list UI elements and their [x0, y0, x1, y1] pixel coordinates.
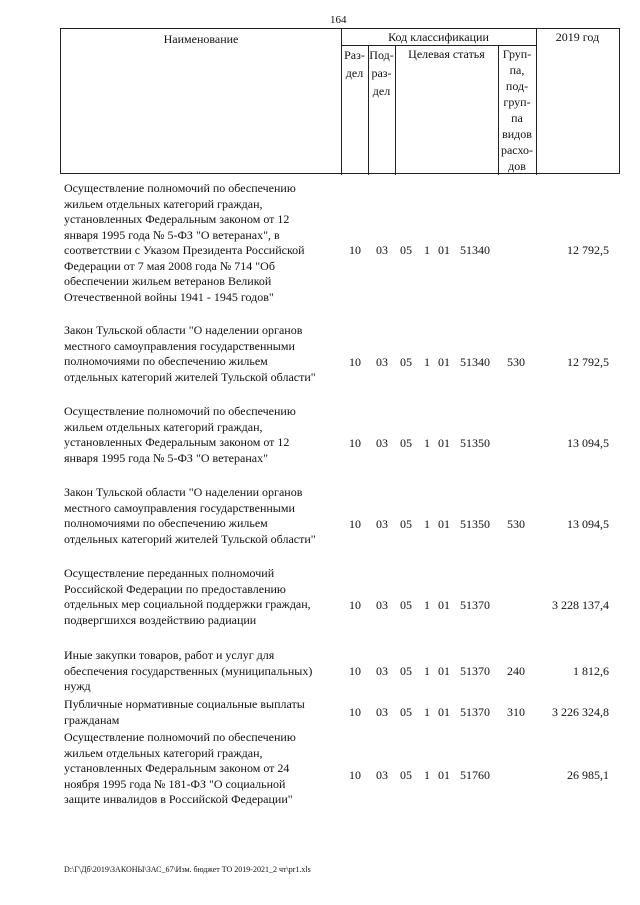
- table-row: [0, 323, 640, 388]
- row-name: Осуществление полномочий по обеспечению жильем отдельных категорий граждан, установленных Федеральным законом от 12 января 1995 года № 5-ФЗ "О ветеранах", в соответствии с Указом Президента Российской Федерации от 7 мая 2008 года № 714 "Об обеспечении жильем ветеранов Великой Отечественной войны 1941 - 1945 годов": [64, 181, 305, 304]
- cell-amount: 13 094,5: [567, 436, 609, 450]
- row-name: Осуществление переданных полномочий Российской Федерации по предоставлению отдельных мер социальной поддержки граждан, подвергшихся воздействию радиации: [64, 566, 311, 627]
- cell-target-4: 51340: [460, 243, 490, 257]
- cell-target-2: 1: [424, 705, 430, 719]
- cell-podrazdel: 03: [376, 768, 388, 782]
- cell-target-2: 1: [424, 598, 430, 612]
- cell-podrazdel: 03: [376, 243, 388, 257]
- cell-razdel: 10: [349, 664, 361, 678]
- table-row: [0, 181, 640, 306]
- cell-razdel: 10: [349, 517, 361, 531]
- cell-razdel: 10: [349, 355, 361, 369]
- cell-podrazdel: 03: [376, 705, 388, 719]
- column-header-year: 2019 год: [555, 30, 600, 44]
- cell-target-3: 01: [438, 436, 450, 450]
- cell-amount: 1 812,6: [573, 664, 609, 678]
- cell-target-2: 1: [424, 355, 430, 369]
- cell-podrazdel: 03: [376, 598, 388, 612]
- table-row: [0, 404, 640, 469]
- cell-target-4: 51350: [460, 517, 490, 531]
- cell-podrazdel: 03: [376, 355, 388, 369]
- cell-group: 310: [507, 705, 525, 719]
- cell-podrazdel: 03: [376, 436, 388, 450]
- cell-podrazdel: 03: [376, 664, 388, 678]
- row-name: Закон Тульской области "О наделении органов местного самоуправления государственными полномочиями по обеспечению жильем отдельных категорий жителей Тульской области": [64, 323, 316, 384]
- table-header: [60, 28, 620, 174]
- cell-target-3: 01: [438, 768, 450, 782]
- row-name: Осуществление полномочий по обеспечению жильем отдельных категорий граждан, установленных Федеральным законом от 12 января 1995 года № 5-ФЗ "О ветеранах": [64, 404, 296, 465]
- cell-target-3: 01: [438, 664, 450, 678]
- table-row: [0, 697, 640, 729]
- cell-target-1: 05: [400, 517, 412, 531]
- cell-amount: 12 792,5: [567, 355, 609, 369]
- cell-razdel: 10: [349, 598, 361, 612]
- table-row: [0, 730, 640, 810]
- cell-razdel: 10: [349, 705, 361, 719]
- table-row: [0, 648, 640, 696]
- row-name: Иные закупки товаров, работ и услуг для обеспечения государственных (муниципальных) нужд: [64, 648, 313, 693]
- cell-razdel: 10: [349, 436, 361, 450]
- table-row: [0, 485, 640, 550]
- cell-target-1: 05: [400, 705, 412, 719]
- cell-target-4: 51340: [460, 355, 490, 369]
- cell-group: 530: [507, 355, 525, 369]
- cell-amount: 13 094,5: [567, 517, 609, 531]
- cell-amount: 3 228 137,4: [552, 598, 609, 612]
- table-row: [0, 566, 640, 631]
- cell-target-4: 51370: [460, 664, 490, 678]
- cell-target-1: 05: [400, 355, 412, 369]
- cell-target-4: 51370: [460, 705, 490, 719]
- cell-amount: 12 792,5: [567, 243, 609, 257]
- cell-target-1: 05: [400, 664, 412, 678]
- cell-razdel: 10: [349, 768, 361, 782]
- cell-target-2: 1: [424, 664, 430, 678]
- cell-target-1: 05: [400, 243, 412, 257]
- cell-target-1: 05: [400, 598, 412, 612]
- divider: [395, 45, 396, 175]
- cell-target-3: 01: [438, 355, 450, 369]
- cell-target-4: 51350: [460, 436, 490, 450]
- cell-target-2: 1: [424, 768, 430, 782]
- cell-group: 240: [507, 664, 525, 678]
- divider: [536, 29, 537, 175]
- cell-amount: 3 226 324,8: [552, 705, 609, 719]
- cell-target-1: 05: [400, 768, 412, 782]
- column-header-razdel: Раз- дел: [344, 48, 365, 80]
- row-name: Осуществление полномочий по обеспечению жильем отдельных категорий граждан, установленных Федеральным законом от 24 ноября 1995 года № 181-ФЗ "О социальной защите инвалидов в Российской Федерации": [64, 730, 296, 806]
- cell-podrazdel: 03: [376, 517, 388, 531]
- column-header-target: Целевая статья: [408, 47, 485, 61]
- page-number: 164: [330, 14, 347, 26]
- cell-target-3: 01: [438, 705, 450, 719]
- row-name: Закон Тульской области "О наделении органов местного самоуправления государственными полномочиями по обеспечению жильем отдельных категорий жителей Тульской области": [64, 485, 316, 546]
- cell-target-2: 1: [424, 436, 430, 450]
- cell-razdel: 10: [349, 243, 361, 257]
- cell-group: 530: [507, 517, 525, 531]
- cell-target-1: 05: [400, 436, 412, 450]
- cell-target-4: 51370: [460, 598, 490, 612]
- cell-target-3: 01: [438, 598, 450, 612]
- column-header-podrazdel: Под- раз- дел: [369, 48, 394, 98]
- cell-target-3: 01: [438, 517, 450, 531]
- cell-target-2: 1: [424, 517, 430, 531]
- column-header-classification: Код классификации: [388, 30, 489, 44]
- column-header-name: Наименование: [163, 32, 239, 46]
- cell-target-2: 1: [424, 243, 430, 257]
- file-path-footer: D:\Г\Дб\2019\ЗАКОНЫ\ЗАС_67\Изм. бюджет ТО 2019-2021_2 чт\pr1.xls: [64, 865, 311, 874]
- cell-amount: 26 985,1: [567, 768, 609, 782]
- column-header-group: Груп- па, под- груп- па видов расхо- дов: [500, 47, 534, 173]
- cell-target-3: 01: [438, 243, 450, 257]
- cell-target-4: 51760: [460, 768, 490, 782]
- row-name: Публичные нормативные социальные выплаты гражданам: [64, 697, 305, 727]
